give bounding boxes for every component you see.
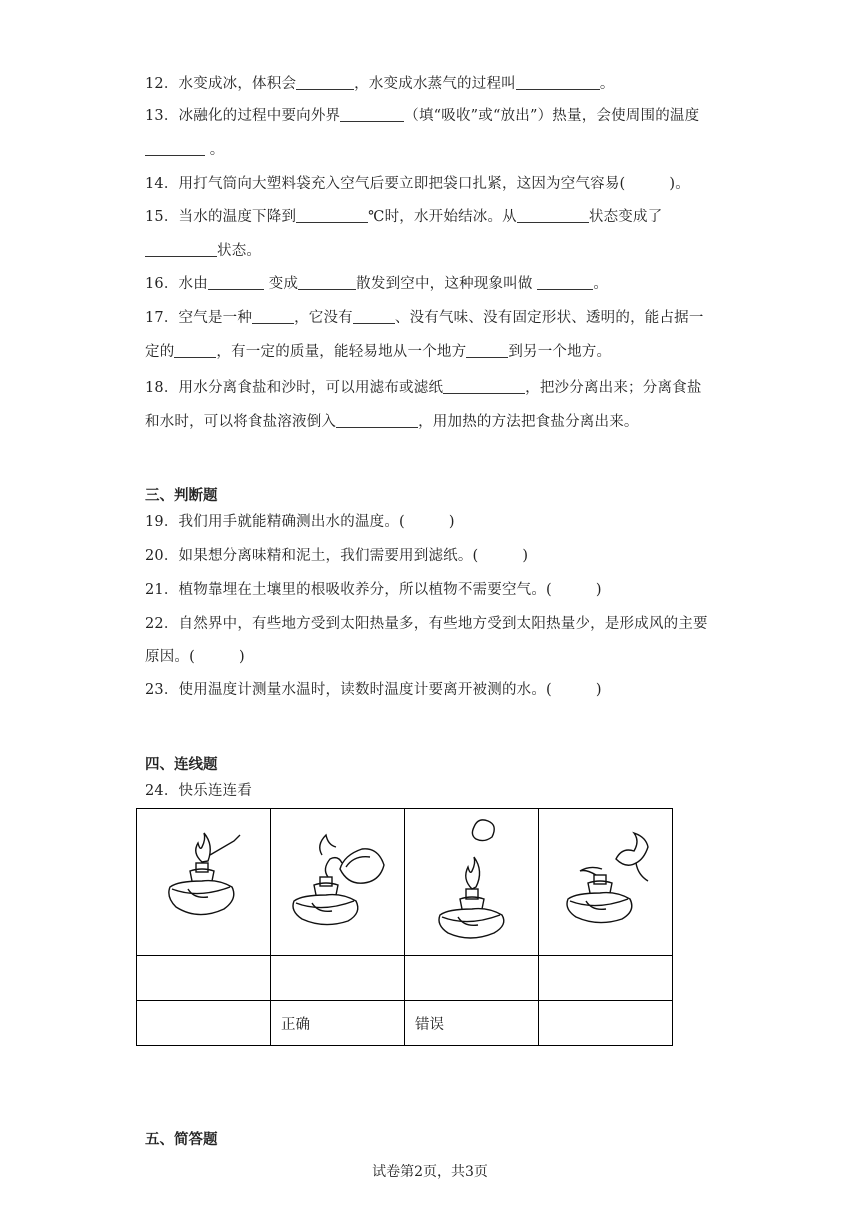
- question-17: [145, 302, 725, 334]
- question-22: [145, 608, 725, 640]
- answer-blank[interactable]: [174, 341, 216, 358]
- question-text: ℃时，水开始结冰。从: [368, 209, 517, 225]
- question-text: ，有一定的质量，能轻易地从一个地方: [216, 344, 467, 360]
- table-row: [137, 1001, 673, 1046]
- question-text: )。: [669, 176, 690, 192]
- table-cell: [539, 1001, 673, 1046]
- question-13-cont: [145, 134, 725, 166]
- question-21: [145, 574, 725, 606]
- table-cell: [405, 809, 539, 956]
- table-cell[interactable]: [137, 956, 271, 1001]
- question-15: [145, 201, 725, 233]
- question-text: 散发到空中，这种现象叫做: [356, 276, 538, 292]
- section-title-matching: 四、连线题: [145, 756, 218, 773]
- table-cell[interactable]: [405, 956, 539, 1001]
- matching-table: [136, 808, 673, 1046]
- table-cell-correct: 正确: [271, 1001, 405, 1046]
- answer-blank[interactable]: [336, 411, 418, 428]
- answer-blank[interactable]: [537, 273, 593, 290]
- alcohol-lamp-blowing-out-icon: [556, 825, 656, 935]
- answer-blank[interactable]: [353, 307, 395, 324]
- answer-blank[interactable]: [340, 105, 404, 122]
- question-12: [145, 68, 725, 100]
- question-text: ): [595, 582, 602, 598]
- table-cell: [271, 809, 405, 956]
- question-text: 到另一个地方。: [508, 344, 612, 360]
- table-cell[interactable]: [539, 956, 673, 1001]
- question-text: 16．水由: [145, 276, 208, 292]
- table-cell[interactable]: [271, 956, 405, 1001]
- question-text: 定的: [145, 344, 175, 360]
- question-text: 、没有气味、没有固定形状、透明的，能占据一: [394, 310, 704, 326]
- question-18-cont: [145, 406, 725, 438]
- question-text: ，把沙分离出来；分离食盐: [525, 380, 702, 396]
- question-text: ): [595, 682, 602, 698]
- question-text: 22．自然界中，有些地方受到太阳热量多，有些地方受到太阳热量少，是形成风的主要: [145, 616, 708, 632]
- table-cell: [539, 809, 673, 956]
- question-text: 状态。: [217, 243, 262, 259]
- question-text: ): [522, 548, 529, 564]
- question-text: 状态变成了: [588, 209, 663, 225]
- question-text: 12．水变成冰，体积会: [145, 76, 297, 92]
- question-text: ，水变成水蒸气的过程叫: [354, 76, 516, 92]
- question-text: 15．当水的温度下降到: [145, 209, 297, 225]
- question-text: （填“吸收”或“放出”）热量，会使周围的温度: [404, 108, 700, 124]
- question-text: ，用加热的方法把食盐分离出来。: [418, 414, 639, 430]
- answer-blank[interactable]: [145, 139, 205, 156]
- question-text: 18．用水分离食盐和沙时，可以用滤布或滤纸: [145, 380, 444, 396]
- answer-blank[interactable]: [145, 240, 217, 257]
- question-text: 13．冰融化的过程中要向外界: [145, 108, 341, 124]
- question-text: 21．植物靠埋在土壤里的根吸收养分，所以植物不需要空气。(: [145, 582, 552, 598]
- question-19: [145, 506, 725, 538]
- answer-blank[interactable]: [296, 206, 368, 223]
- question-text: 。: [599, 76, 615, 92]
- question-14: [145, 168, 725, 200]
- answer-blank[interactable]: [208, 273, 264, 290]
- question-text: 原因。(: [145, 649, 195, 665]
- alcohol-lamp-lit-with-match-icon: [158, 825, 250, 935]
- question-text: ): [448, 514, 455, 530]
- question-text: ): [238, 649, 245, 665]
- question-text: 和水时，可以将食盐溶液倒入: [145, 414, 337, 430]
- question-text: ，它没有: [294, 310, 353, 326]
- table-cell-wrong: 错误: [405, 1001, 539, 1046]
- answer-blank[interactable]: [466, 341, 508, 358]
- question-15-cont: [145, 235, 725, 267]
- question-text: 17．空气是一种: [145, 310, 253, 326]
- table-row: [137, 956, 673, 1001]
- answer-blank[interactable]: [296, 73, 354, 90]
- question-text: 变成: [263, 276, 299, 292]
- question-text: 。: [205, 142, 225, 158]
- answer-blank[interactable]: [517, 206, 589, 223]
- question-text: 23．使用温度计测量水温时，读数时温度计要离开被测的水。(: [145, 682, 552, 698]
- question-16: [145, 268, 725, 300]
- question-18: [145, 372, 725, 404]
- question-text: 19．我们用手就能精确测出水的温度。(: [145, 514, 405, 530]
- table-row-images: [137, 809, 673, 956]
- question-20: [145, 540, 725, 572]
- section-title-short-answer: 五、简答题: [145, 1131, 218, 1148]
- question-24: 24．快乐连连看: [145, 783, 253, 799]
- alcohol-lamp-lit-with-cap-icon: [426, 815, 518, 945]
- question-text: 20．如果想分离味精和泥土，我们需要用到滤纸。(: [145, 548, 479, 564]
- table-cell: [137, 1001, 271, 1046]
- question-13: [145, 100, 725, 132]
- answer-blank[interactable]: [298, 273, 356, 290]
- section-title-judgement: 三、判断题: [145, 487, 218, 504]
- question-text: 14．用打气筒向大塑料袋充入空气后要立即把袋口扎紧，这因为空气容易(: [145, 176, 626, 192]
- answer-blank[interactable]: [252, 307, 294, 324]
- question-text: 。: [593, 276, 609, 292]
- answer-blank[interactable]: [516, 73, 600, 90]
- answer-blank[interactable]: [443, 377, 525, 394]
- alcohol-lamp-lighting-from-another-icon: [282, 825, 394, 935]
- table-cell: [137, 809, 271, 956]
- question-22-cont: [145, 641, 725, 673]
- question-23: [145, 674, 725, 706]
- question-17-cont: [145, 336, 725, 368]
- page-footer: 试卷第2页，共3页: [372, 1164, 488, 1180]
